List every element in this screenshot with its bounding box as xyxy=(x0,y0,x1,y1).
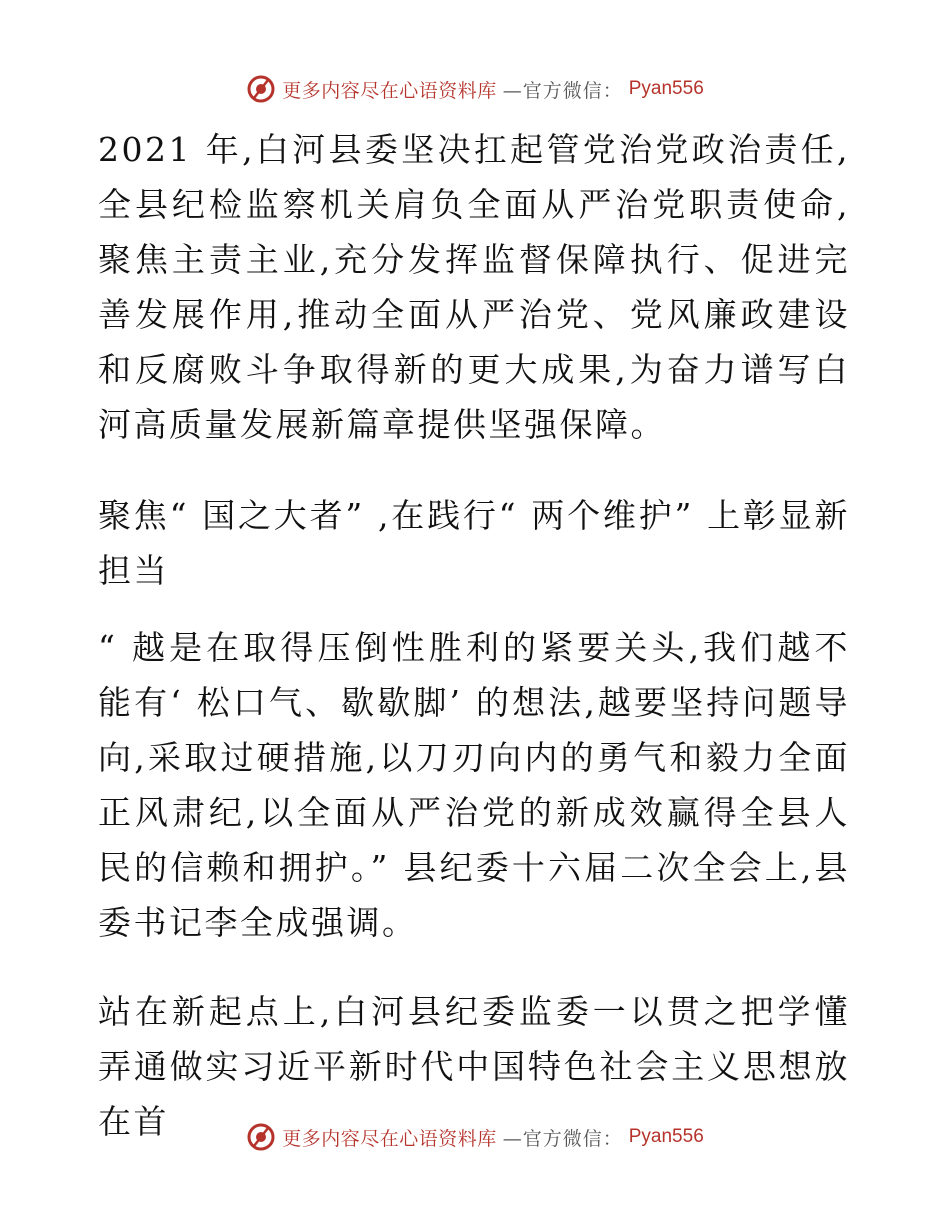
watermark-site-text: 更多内容尽在心语资料库 xyxy=(282,1127,497,1150)
watermark-wechat-label: —官方微信： xyxy=(502,1127,623,1150)
watermark-wechat-label: —官方微信： xyxy=(502,79,623,102)
footer-watermark xyxy=(0,1122,950,1152)
paragraph-quote: “ 越是在取得压倒性胜利的紧要关头,我们越不能有‘ 松口气、歇歇脚’ 的想法,越要坚持问题导向,采取过硬措施,以刀刃向内的勇气和毅力全面正风肃纪,以全面从严治党的新成效赢得全县人民的信赖和拥护。” 县纪委十六届二次全会上,县委书记李全成强调。 xyxy=(98,628,850,942)
paragraph-continuation: 站在新起点上,白河县纪委监委一以贯之把学懂弄通做实习近平新时代中国特色社会主义思想放在首 xyxy=(98,992,850,1141)
quill-seal-icon xyxy=(246,74,276,104)
section-heading: 聚焦“ 国之大者” ,在践行“ 两个维护” 上彰显新担当 xyxy=(98,496,850,590)
watermark-wechat-id: Pyan556 xyxy=(628,78,704,99)
header-watermark xyxy=(0,74,950,104)
watermark-site-text: 更多内容尽在心语资料库 xyxy=(282,79,497,102)
quill-seal-icon xyxy=(246,1122,276,1152)
paragraph-intro: 2021 年,白河县委坚决扛起管党治党政治责任,全县纪检监察机关肩负全面从严治党职责使命,聚焦主责主业,充分发挥监督保障执行、促进完善发展作用,推动全面从严治党、党风廉政建设和反腐败斗争取得新的更大成果,为奋力谱写白河高质量发展新篇章提供坚强保障。 xyxy=(98,130,850,444)
watermark-wechat-id: Pyan556 xyxy=(628,1126,704,1147)
